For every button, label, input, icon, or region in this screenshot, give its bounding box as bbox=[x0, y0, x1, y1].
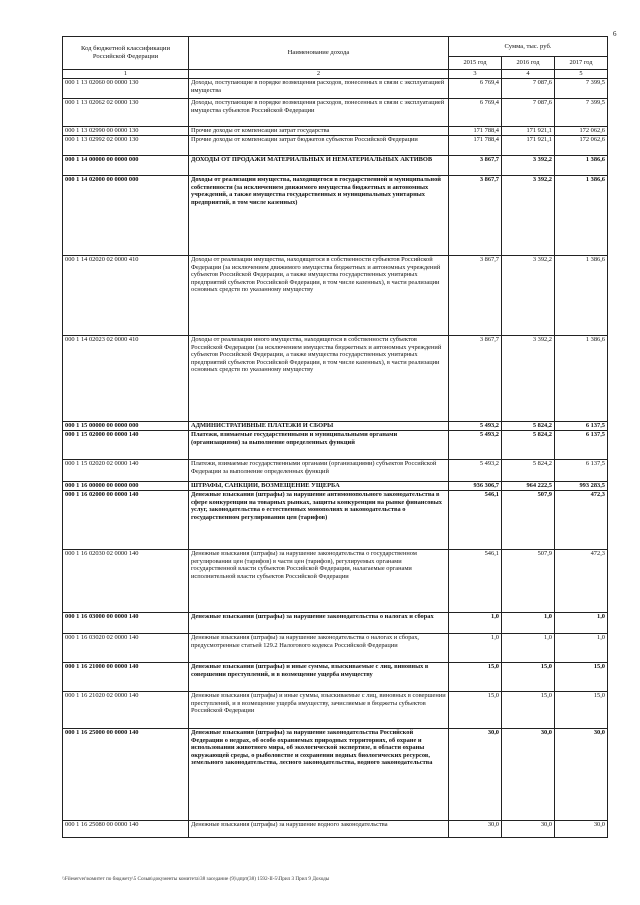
amount-2015-cell: 30,0 bbox=[449, 821, 502, 838]
budget-code-cell: 000 1 14 02023 02 0000 410 bbox=[63, 336, 189, 422]
amount-2015-cell: 5 493,2 bbox=[449, 431, 502, 460]
amount-2017-cell: 6 137,5 bbox=[555, 460, 608, 482]
amount-2015-cell: 15,0 bbox=[449, 663, 502, 692]
file-path-footer: \\Fileserver\комитет по бюджету\5 Созыв\документы комитета\38 заседание (9)\дпрт(38) 1592-II-5\Прил 3 Прил 9 Доходы bbox=[62, 876, 330, 882]
table-row bbox=[63, 99, 608, 127]
revenue-name-cell: Доходы, поступающие в порядке возмещения расходов, понесенных в связи с эксплуатацией имущества bbox=[189, 79, 449, 99]
table-row bbox=[63, 256, 608, 336]
budget-code-cell: 000 1 15 00000 00 0000 000 bbox=[63, 422, 189, 431]
amount-2015-cell: 15,0 bbox=[449, 692, 502, 729]
amount-2017-cell: 7 399,5 bbox=[555, 79, 608, 99]
amount-2017-cell: 993 283,5 bbox=[555, 482, 608, 491]
amount-2015-cell: 3 867,7 bbox=[449, 336, 502, 422]
amount-2016-cell: 15,0 bbox=[502, 663, 555, 692]
amount-2017-cell: 15,0 bbox=[555, 663, 608, 692]
amount-2017-cell: 15,0 bbox=[555, 692, 608, 729]
table-row bbox=[63, 821, 608, 838]
amount-2015-cell: 171 788,4 bbox=[449, 127, 502, 136]
amount-2017-cell: 1,0 bbox=[555, 613, 608, 634]
year-header-2017: 2017 год bbox=[555, 57, 608, 70]
column-number: 2 bbox=[189, 70, 449, 79]
amount-2017-cell: 172 062,6 bbox=[555, 127, 608, 136]
code-column-header: Код бюджетной классификации Российской Федерации bbox=[63, 37, 189, 70]
amount-2016-cell: 15,0 bbox=[502, 692, 555, 729]
budget-code-cell: 000 1 14 02000 00 0000 000 bbox=[63, 176, 189, 256]
amount-2015-cell: 171 788,4 bbox=[449, 136, 502, 156]
column-number: 4 bbox=[502, 70, 555, 79]
amount-2016-cell: 171 921,1 bbox=[502, 127, 555, 136]
amount-2015-cell: 3 867,7 bbox=[449, 176, 502, 256]
table-row bbox=[63, 422, 608, 431]
amount-2016-cell: 1,0 bbox=[502, 634, 555, 663]
budget-code-cell: 000 1 13 02062 02 0000 130 bbox=[63, 99, 189, 127]
budget-code-cell: 000 1 16 25080 00 0000 140 bbox=[63, 821, 189, 838]
revenue-name-cell: Денежные взыскания (штрафы) и иные суммы, взыскиваемые с лиц, виновных в совершении преступлений, и в возмещение ущерба имуществу bbox=[189, 663, 449, 692]
amount-2017-cell: 472,3 bbox=[555, 491, 608, 550]
amount-2015-cell: 3 867,7 bbox=[449, 256, 502, 336]
amount-2017-cell: 1 386,6 bbox=[555, 256, 608, 336]
revenue-name-cell: Денежные взыскания (штрафы) за нарушение законодательства о налогах и сборах bbox=[189, 613, 449, 634]
table-row bbox=[63, 613, 608, 634]
revenue-name-cell: Платежи, взимаемые государственными и муниципальными органами (организациями) за выполнение определенных функций bbox=[189, 431, 449, 460]
name-column-header: Наименование дохода bbox=[189, 37, 449, 70]
amount-2017-cell: 1,0 bbox=[555, 634, 608, 663]
table-row bbox=[63, 634, 608, 663]
amount-2016-cell: 507,9 bbox=[502, 491, 555, 550]
amount-2015-cell: 5 493,2 bbox=[449, 422, 502, 431]
revenue-name-cell: Платежи, взимаемые государственными органами (организациями) субъектов Российской Федерации за выполнение определенных функций bbox=[189, 460, 449, 482]
budget-code-cell: 000 1 15 02020 02 0000 140 bbox=[63, 460, 189, 482]
revenue-name-cell: Доходы, поступающие в порядке возмещения расходов, понесенных в связи с эксплуатацией имущества субъектов Российской Федерации bbox=[189, 99, 449, 127]
budget-code-cell: 000 1 14 02020 02 0000 410 bbox=[63, 256, 189, 336]
amount-2016-cell: 507,9 bbox=[502, 550, 555, 613]
amount-2017-cell: 6 137,5 bbox=[555, 422, 608, 431]
sum-column-header: Сумма, тыс. руб. bbox=[449, 37, 608, 57]
amount-2016-cell: 3 392,2 bbox=[502, 176, 555, 256]
amount-2015-cell: 6 769,4 bbox=[449, 99, 502, 127]
table-row bbox=[63, 176, 608, 256]
budget-code-cell: 000 1 16 21020 02 0000 140 bbox=[63, 692, 189, 729]
amount-2016-cell: 3 392,2 bbox=[502, 256, 555, 336]
year-header-2015: 2015 год bbox=[449, 57, 502, 70]
table-row bbox=[63, 460, 608, 482]
amount-2015-cell: 936 306,7 bbox=[449, 482, 502, 491]
amount-2017-cell: 1 386,6 bbox=[555, 156, 608, 176]
budget-code-cell: 000 1 16 03020 02 0000 140 bbox=[63, 634, 189, 663]
revenue-name-cell: ДОХОДЫ ОТ ПРОДАЖИ МАТЕРИАЛЬНЫХ И НЕМАТЕРИАЛЬНЫХ АКТИВОВ bbox=[189, 156, 449, 176]
budget-code-cell: 000 1 13 02990 00 0000 130 bbox=[63, 127, 189, 136]
revenue-name-cell: ШТРАФЫ, САНКЦИИ, ВОЗМЕЩЕНИЕ УЩЕРБА bbox=[189, 482, 449, 491]
table-row bbox=[63, 491, 608, 550]
table-row bbox=[63, 336, 608, 422]
revenue-name-cell: Денежные взыскания (штрафы) за нарушение водного законодательства bbox=[189, 821, 449, 838]
column-number: 1 bbox=[63, 70, 189, 79]
budget-code-cell: 000 1 13 02992 02 0000 130 bbox=[63, 136, 189, 156]
amount-2016-cell: 171 921,1 bbox=[502, 136, 555, 156]
budget-code-cell: 000 1 16 02000 00 0000 140 bbox=[63, 491, 189, 550]
table-row bbox=[63, 136, 608, 156]
revenue-name-cell: Доходы от реализации иного имущества, находящегося в собственности субъектов Российской Федерации (за исключением имущества бюджетных и автономных учреждений субъектов Российской Федерации, а также имущества государственных унитарных предприятий субъектов Российской Федерации, в том числе казенных), в части реализации основных средств по указанному имуществу bbox=[189, 336, 449, 422]
amount-2016-cell: 964 222,5 bbox=[502, 482, 555, 491]
amount-2017-cell: 1 386,6 bbox=[555, 336, 608, 422]
revenue-name-cell: АДМИНИСТРАТИВНЫЕ ПЛАТЕЖИ И СБОРЫ bbox=[189, 422, 449, 431]
table-row bbox=[63, 156, 608, 176]
budget-code-cell: 000 1 16 21000 00 0000 140 bbox=[63, 663, 189, 692]
amount-2015-cell: 3 867,7 bbox=[449, 156, 502, 176]
amount-2015-cell: 1,0 bbox=[449, 634, 502, 663]
amount-2016-cell: 30,0 bbox=[502, 729, 555, 821]
column-number: 5 bbox=[555, 70, 608, 79]
amount-2016-cell: 7 087,6 bbox=[502, 79, 555, 99]
amount-2016-cell: 7 087,6 bbox=[502, 99, 555, 127]
amount-2016-cell: 5 824,2 bbox=[502, 431, 555, 460]
revenue-name-cell: Денежные взыскания (штрафы) за нарушение законодательства Российской Федерации о недрах, об особо охраняемых природных территориях, об охране и использовании животного мира, об экологической экспертизе, в области охраны окружающей среды, о рыболовстве и сохранении водных биологических ресурсов, земельного законодательства, лесного законодательства, водного законодательства bbox=[189, 729, 449, 821]
revenue-name-cell: Денежные взыскания (штрафы) за нарушение антимонопольного законодательства в сфере конкуренции на товарных рынках, защиты конкуренции на рынке финансовых услуг, законодательства о естественных монополиях и законодательства о государственном регулировании цен (тарифов) bbox=[189, 491, 449, 550]
amount-2015-cell: 1,0 bbox=[449, 613, 502, 634]
revenue-name-cell: Доходы от реализации имущества, находящегося в государственной и муниципальной собственности (за исключением движимого имущества бюджетных и автономных учреждений, а также имущества государственных и муниципальных унитарных предприятий, в том числе казенных) bbox=[189, 176, 449, 256]
column-number: 3 bbox=[449, 70, 502, 79]
amount-2017-cell: 472,3 bbox=[555, 550, 608, 613]
table-row bbox=[63, 550, 608, 613]
page-number: 6 bbox=[613, 30, 617, 38]
budget-code-cell: 000 1 16 03000 00 0000 140 bbox=[63, 613, 189, 634]
budget-code-cell: 000 1 16 02030 02 0000 140 bbox=[63, 550, 189, 613]
table-row bbox=[63, 692, 608, 729]
revenue-name-cell: Доходы от реализации имущества, находящегося в собственности субъектов Российской Федерации (за исключением движимого имущества бюджетных и автономных учреждений субъектов Российской Федерации, а также имущества государственных унитарных предприятий субъектов Российской Федерации, в том числе казенных), в части реализации основных средств по указанному имуществу bbox=[189, 256, 449, 336]
revenue-name-cell: Прочие доходы от компенсации затрат государства bbox=[189, 127, 449, 136]
amount-2015-cell: 546,1 bbox=[449, 550, 502, 613]
amount-2017-cell: 30,0 bbox=[555, 821, 608, 838]
amount-2015-cell: 6 769,4 bbox=[449, 79, 502, 99]
amount-2016-cell: 30,0 bbox=[502, 821, 555, 838]
table-row bbox=[63, 729, 608, 821]
table-row bbox=[63, 127, 608, 136]
amount-2017-cell: 1 386,6 bbox=[555, 176, 608, 256]
year-header-2016: 2016 год bbox=[502, 57, 555, 70]
revenue-table bbox=[62, 36, 608, 838]
amount-2015-cell: 30,0 bbox=[449, 729, 502, 821]
budget-code-cell: 000 1 16 25000 00 0000 140 bbox=[63, 729, 189, 821]
revenue-name-cell: Денежные взыскания (штрафы) и иные суммы, взыскиваемые с лиц, виновных в совершении преступлений, и в возмещение ущерба имуществу, зачисляемые в бюджеты субъектов Российской Федерации bbox=[189, 692, 449, 729]
budget-code-cell: 000 1 16 00000 00 0000 000 bbox=[63, 482, 189, 491]
amount-2015-cell: 5 493,2 bbox=[449, 460, 502, 482]
budget-code-cell: 000 1 14 00000 00 0000 000 bbox=[63, 156, 189, 176]
amount-2016-cell: 5 824,2 bbox=[502, 460, 555, 482]
revenue-name-cell: Денежные взыскания (штрафы) за нарушение законодательства о государственном регулировании цен (тарифов) в части цен (тарифов), регулируемых органами государственной власти субъектов Российской Федерации, налагаемые органами исполнительной власти субъектов Российской Федерации bbox=[189, 550, 449, 613]
revenue-name-cell: Денежные взыскания (штрафы) за нарушение законодательства о налогах и сборах, предусмотренные статьей 129.2 Налогового кодекса Российской Федерации bbox=[189, 634, 449, 663]
table-row bbox=[63, 79, 608, 99]
amount-2016-cell: 3 392,2 bbox=[502, 156, 555, 176]
revenue-name-cell: Прочие доходы от компенсации затрат бюджетов субъектов Российской Федерации bbox=[189, 136, 449, 156]
amount-2015-cell: 546,1 bbox=[449, 491, 502, 550]
table-row bbox=[63, 482, 608, 491]
amount-2016-cell: 1,0 bbox=[502, 613, 555, 634]
amount-2017-cell: 7 399,5 bbox=[555, 99, 608, 127]
amount-2016-cell: 3 392,2 bbox=[502, 336, 555, 422]
budget-code-cell: 000 1 15 02000 00 0000 140 bbox=[63, 431, 189, 460]
table-row bbox=[63, 431, 608, 460]
amount-2017-cell: 30,0 bbox=[555, 729, 608, 821]
amount-2017-cell: 172 062,6 bbox=[555, 136, 608, 156]
amount-2017-cell: 6 137,5 bbox=[555, 431, 608, 460]
amount-2016-cell: 5 824,2 bbox=[502, 422, 555, 431]
table-row bbox=[63, 663, 608, 692]
budget-code-cell: 000 1 13 02060 00 0000 130 bbox=[63, 79, 189, 99]
